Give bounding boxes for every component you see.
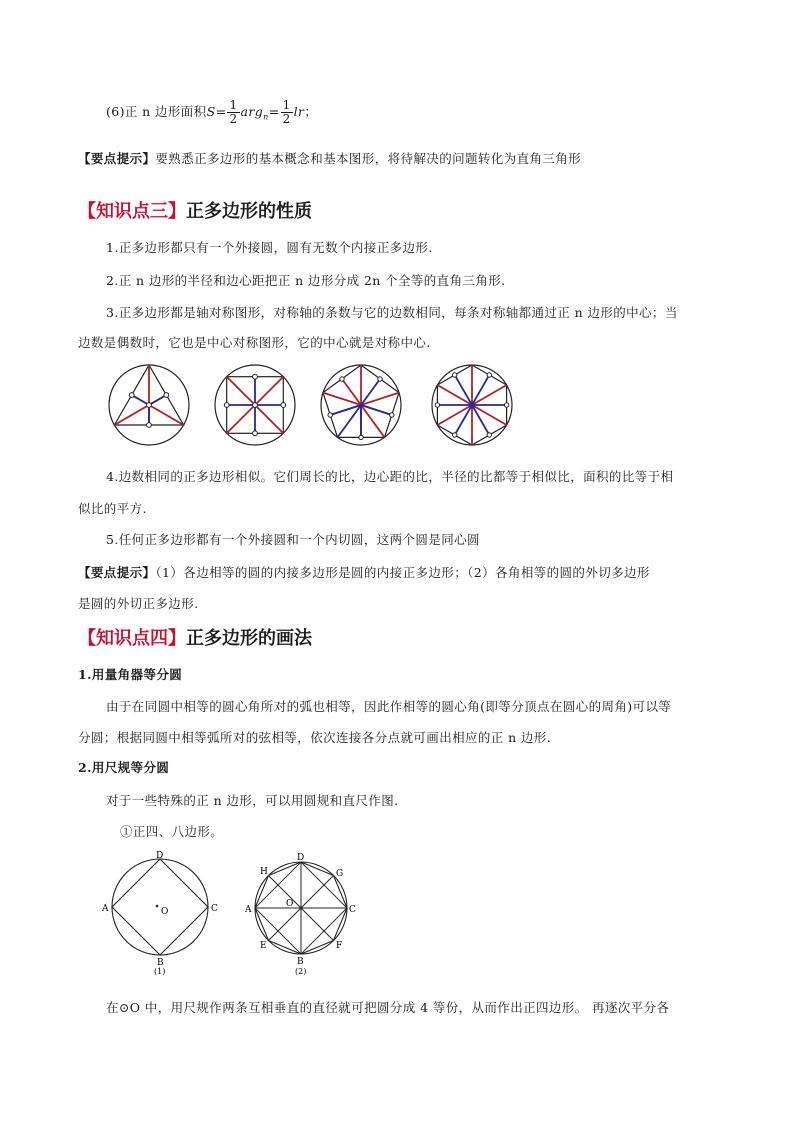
subheading-compass: 2.用尺规等分圆 <box>78 760 170 775</box>
formula-prefix: (6)正 n 边形面积 <box>106 104 207 119</box>
formula-s: S <box>206 104 216 119</box>
formula-term2: lr <box>293 104 305 119</box>
protractor-text-line-1: 由于在同圆中相等的圆心角所对的弧也相等，因此作相等的圆心角(即等分顶点在圆心的周角)可以等 <box>106 699 672 714</box>
figure-2-inscribed-octagon <box>244 853 356 976</box>
fraction-half-2: $\frac{1}{2}$ <box>282 98 291 126</box>
key-tip-label: 【要点提示】 <box>78 151 156 166</box>
fig2-label-d: D <box>297 853 305 863</box>
protractor-text-line-2: 分圆；根据同圆中相等弧所对的弦相等，依次连接各分点就可画出相应的正 n 边形. <box>78 730 552 745</box>
fig1-label-a: A <box>102 904 109 914</box>
triangle-figure <box>109 365 189 445</box>
item-square-octagon: ①正四、八边形。 <box>120 824 224 839</box>
fig1-label-o: O <box>161 907 169 917</box>
fig1-caption: (1) <box>154 967 166 976</box>
fig2-label-h: H <box>260 867 268 877</box>
formula-subscript: n <box>263 112 269 122</box>
hexagon-figure <box>432 365 512 445</box>
property-3-line-2: 边数是偶数时，它也是中心对称图形，它的中心就是对称中心. <box>78 335 431 350</box>
key-tip-2-line-1 <box>78 563 650 581</box>
formula-suffix: ； <box>304 104 318 119</box>
compass-text: 对于一些特殊的正 n 边形，可以用圆规和直尺作图. <box>106 793 399 808</box>
property-4-line-1: 4.边数相同的正多边形相似。它们周长的比，边心距的比，半径的比都等于相似比，面积的比等于相 <box>106 469 674 484</box>
property-2: 2.正 n 边形的半径和边心距把正 n 边形分成 2n 个全等的直角三角形. <box>106 273 506 288</box>
formula-eq1: = <box>215 104 227 119</box>
square-figure <box>215 365 295 445</box>
key-tip-2-line-2: 是圆的外切正多边形. <box>78 596 199 611</box>
square-octagon-construction-figure <box>98 848 368 978</box>
fig2-label-o: O <box>286 899 294 909</box>
pentagon-figure <box>321 365 401 445</box>
key-tip-1 <box>78 149 581 167</box>
fig2-label-a: A <box>245 905 252 915</box>
fig1-label-b: B <box>157 958 164 968</box>
property-3-line-1: 3.正多边形都是轴对称图形，对称轴的条数与它的边数相同，每条对称轴都通过正 n 边形的中心；当 <box>106 305 678 320</box>
figure-1-inscribed-square <box>101 851 218 976</box>
fig2-label-g: G <box>336 869 344 879</box>
formula-term1: arg <box>240 104 264 119</box>
key-tip-text: （1）各边相等的圆的内接多边形是圆的内接正多边形；（2）各角相等的圆的外切多边形 <box>155 565 650 580</box>
property-1: 1.正多边形都只有一个外接圆，圆有无数个内接正多边形. <box>106 240 433 255</box>
section-3-heading: 【知识点三】正多边形的性质 <box>78 201 312 222</box>
key-tip-label: 【要点提示】 <box>78 565 156 580</box>
section-4-heading: 【知识点四】正多边形的画法 <box>78 628 312 649</box>
area-formula <box>106 99 317 126</box>
regular-polygons-symmetry-figure <box>100 360 530 450</box>
property-5: 5.任何正多边形都有一个外接圆和一个内切圆，这两个圆是同心圆 <box>106 532 480 547</box>
formula-eq2: = <box>268 104 280 119</box>
fig1-label-c: C <box>211 904 218 914</box>
fraction-half-1: $\frac{1}{2}$ <box>229 98 238 126</box>
fig2-label-b: B <box>297 957 304 967</box>
fig1-label-d: D <box>156 851 164 861</box>
construction-text: 在⊙O 中，用尺规作两条互相垂直的直径就可把圆分成 4 等份，从而作出正四边形。 再逐次平分各 <box>106 1000 670 1015</box>
fig2-label-e: E <box>260 941 267 951</box>
subheading-protractor: 1.用量角器等分圆 <box>78 667 183 682</box>
fig2-label-c: C <box>349 905 356 915</box>
fig2-caption: (2) <box>295 967 307 976</box>
key-tip-text: 要熟悉正多边形的基本概念和基本图形，将待解决的问题转化为直角三角形 <box>155 151 582 166</box>
fig2-label-f: F <box>336 941 343 951</box>
property-4-line-2: 似比的平方. <box>78 501 147 516</box>
